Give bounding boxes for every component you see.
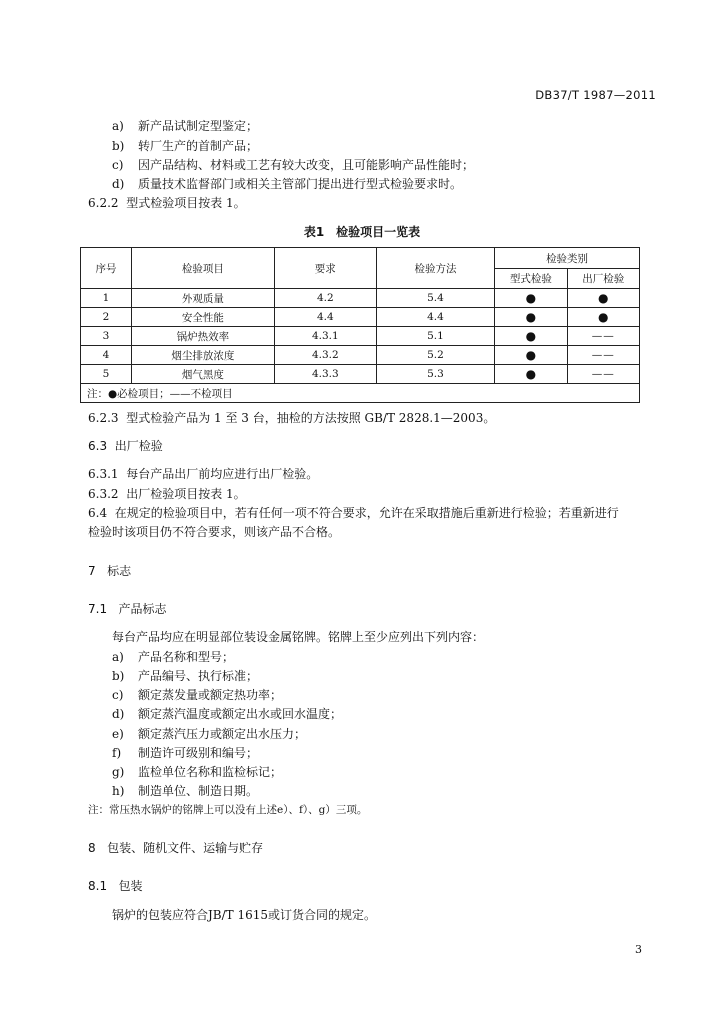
list-item: c) 额定蒸发量或额定热功率； xyxy=(112,688,283,702)
header-type-test: 型式检验 xyxy=(495,269,567,289)
table-row: 3 锅炉热效率 4.3.1 5.1 ● —— xyxy=(81,327,640,346)
list-item: d) 额定蒸汽温度或额定出水或回水温度； xyxy=(112,707,343,721)
list-item: a) 产品名称和型号； xyxy=(112,650,235,664)
list-item: b) 转厂生产的首制产品； xyxy=(112,139,259,153)
list-item: d) 质量技术监督部门或相关主管部门提出进行型式检验要求时。 xyxy=(112,177,463,191)
page-number: 3 xyxy=(635,943,642,956)
section-7-heading: 7 标志 xyxy=(88,564,132,578)
packaging-text: 锅炉的包装应符合JB/T 1615或订货合同的规定。 xyxy=(112,908,377,922)
table-row: 5 烟气黑度 4.3.3 5.3 ● —— xyxy=(81,365,640,384)
inspection-items-table xyxy=(80,247,640,403)
list-item: f) 制造许可级别和编号； xyxy=(112,746,259,760)
section-6-3-heading: 6.3 出厂检验 xyxy=(88,439,163,453)
list-item: e) 额定蒸汽压力或额定出水压力； xyxy=(112,727,307,741)
table-title: 表1 检验项目一览表 xyxy=(303,225,421,239)
table-note-row xyxy=(81,384,640,403)
table-row: 4 烟尘排放浓度 4.3.2 5.2 ● —— xyxy=(81,346,640,365)
clause-6-4: 6.4 在规定的检验项目中，若有任何一项不符合要求，允许在采取措施后重新进行检验；若重新进行 xyxy=(88,506,619,520)
section-7-1-heading: 7.1 产品标志 xyxy=(88,602,167,616)
list-item: h) 制造单位、制造日期。 xyxy=(112,784,259,798)
header-item: 检验项目 xyxy=(132,248,275,289)
list-item: g) 监检单位名称和监检标记； xyxy=(112,765,283,779)
clause-6-3-1: 6.3.1 每台产品出厂前均应进行出厂检验。 xyxy=(88,467,319,481)
nameplate-note: 注：常压热水锅炉的铭牌上可以没有上述e）、f）、g）三项。 xyxy=(88,804,368,816)
clause-6-2-2: 6.2.2 型式检验项目按表 1。 xyxy=(88,196,246,210)
table-note: 注：●必检项目；——不检项目 xyxy=(81,384,640,403)
header-requirement: 要求 xyxy=(274,248,376,289)
clause-6-4-continued: 检验时该项目仍不符合要求，则该产品不合格。 xyxy=(88,525,341,539)
list-item: b) 产品编号、执行标准； xyxy=(112,669,259,683)
list-item: c) 因产品结构、材料或工艺有较大改变，且可能影响产品性能时； xyxy=(112,158,475,172)
section-8-heading: 8 包装、随机文件、运输与贮存 xyxy=(88,841,264,855)
table-row: 1 外观质量 4.2 5.4 ● ● xyxy=(81,289,640,308)
header-method: 检验方法 xyxy=(376,248,494,289)
header-seq: 序号 xyxy=(81,248,132,289)
section-8-1-heading: 8.1 包装 xyxy=(88,879,143,893)
nameplate-intro: 每台产品均应在明显部位装设金属铭牌。铭牌上至少应列出下列内容： xyxy=(112,630,485,644)
header-category: 检验类别 xyxy=(495,248,640,269)
document-code: DB37/T 1987—2011 xyxy=(535,88,656,102)
table-row: 2 安全性能 4.4 4.4 ● ● xyxy=(81,308,640,327)
clause-6-3-2: 6.3.2 出厂检验项目按表 1。 xyxy=(88,487,246,501)
list-item: a) 新产品试制定型鉴定； xyxy=(112,119,259,133)
clause-6-2-3: 6.2.3 型式检验产品为 1 至 3 台，抽检的方法按照 GB/T 2828.1—2003。 xyxy=(88,411,496,425)
header-factory-test: 出厂检验 xyxy=(567,269,639,289)
